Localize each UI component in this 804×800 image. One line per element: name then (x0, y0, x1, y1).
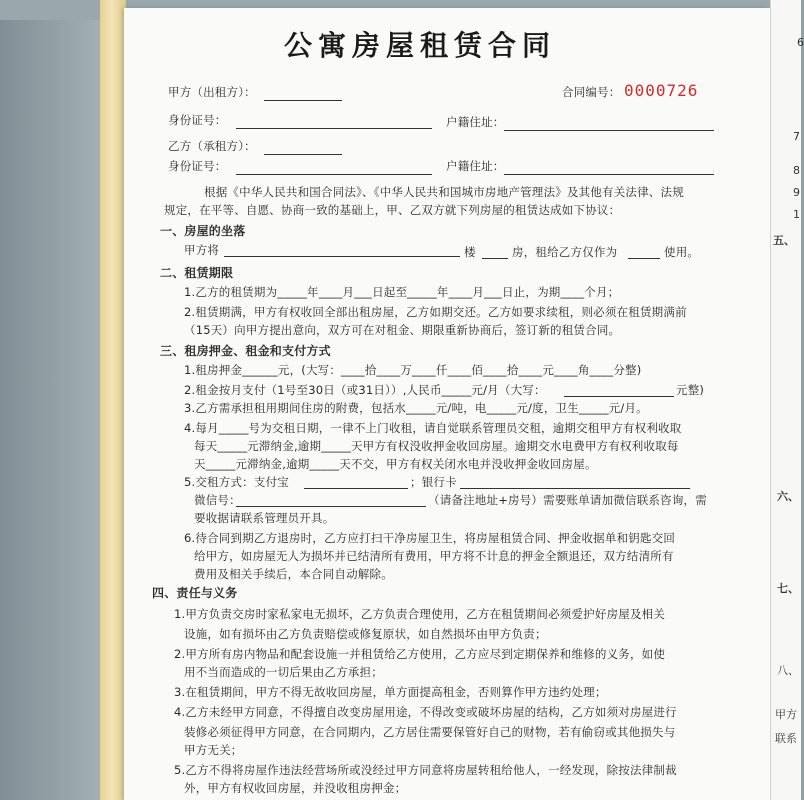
sec1-text: 房，租给乙方仅作为 (512, 245, 618, 259)
sec2-text: （15天）向甲方提出意向，双方可在对租金、期限重新协商后，签订新的租赁合同。 (184, 323, 621, 337)
edge-text: 9 (793, 186, 800, 199)
sec4-text: 2.甲方所有房内物品和配套设施一并租赁给乙方使用，乙方应尽到定期保养和维修的义务，如使 (174, 647, 666, 661)
edge-text: 七、 (777, 582, 799, 595)
sec3-text: 天_____元滞纳金,逾期_____天不交，甲方有权关闭水电并没收押金收回房屋。 (194, 457, 597, 471)
sec4-text: 4.乙方未经甲方同意，不得擅自改变房屋用途，不得改变或破坏房屋的结构，乙方如须对房屋进行 (174, 705, 677, 719)
sec4-text: 用不当而造成的一切后果由乙方承担； (184, 665, 383, 679)
landlord-label: 甲方（出租方）： (168, 85, 256, 99)
sec3-text: 给甲方，如房屋无人为损坏并已结清所有费用，甲方将不计息的押金全额退还，双方结清所有 (194, 549, 674, 563)
edge-text: 八、 (777, 664, 799, 677)
landlord-id-field[interactable] (236, 128, 432, 129)
contract-no-label: 合同编号： (562, 85, 621, 99)
sec4-text: 甲方无关； (184, 743, 243, 757)
tenant-name-field[interactable] (264, 154, 342, 155)
edge-text: 6 (797, 36, 804, 49)
property-location-field[interactable] (224, 256, 460, 257)
edge-text: 1 (793, 208, 800, 221)
sec3-text: 要收据请联系管理员开具。 (194, 511, 335, 525)
intro-line: 规定，在平等、自愿、协商一致的基础上，甲、乙双方就下列房屋的租赁达成如下协议： (164, 203, 621, 217)
edge-text: 六、 (777, 490, 799, 503)
wechat-id-field[interactable] (236, 506, 426, 507)
contract-title: 公寓房屋租赁合同 (284, 29, 557, 62)
sec3-text: 1.租房押金______元，(大写：____拾____万____仟____佰____拾____元____角____分整) (184, 363, 642, 377)
sec3-text: 3.乙方需承担租用期间住房的附费，包括水_____元/吨，电_____元/度，卫生_____元/月。 (184, 401, 648, 415)
landlord-name-field[interactable] (264, 100, 342, 101)
edge-text: 五、 (773, 234, 795, 247)
tenant-id-field[interactable] (236, 174, 432, 175)
edge-text: 甲方 (775, 708, 797, 721)
intro-line: 根据《中华人民共和国合同法》、《中华人民共和国城市房地产管理法》及其他有关法律、法规 (204, 185, 684, 199)
sec4-text: 外，甲方有权收回房屋，并没收租房押金； (184, 781, 407, 795)
domicile-label-landlord: 户籍住址： (446, 115, 505, 129)
sec3-text: 微信号： (194, 493, 241, 507)
id-label-landlord: 身份证号： (168, 113, 227, 127)
contract-page (124, 8, 770, 800)
sec3-text: （请备注地址+房号）需要账单请加微信联系咨询，需 (428, 493, 707, 507)
sec4-text: 5.乙方不得将房屋作违法经营场所或没经过甲方同意将房屋转租给他人，一经发现，除按法律制裁 (174, 763, 677, 777)
usage-field[interactable] (628, 258, 660, 259)
landlord-domicile-field[interactable] (504, 130, 714, 131)
sec3-text: 2.租金按月支付（1号至30日（或31日））,人民币_____元/月（大写： (184, 383, 546, 397)
section-2-title: 二、租赁期限 (160, 266, 234, 280)
sec4-text: 3.在租赁期间，甲方不得无故收回房屋，单方面提高租金，否则算作甲方违约处理； (174, 685, 607, 699)
sec1-text: 楼 (464, 245, 476, 259)
sec3-text: 每天_____元滞纳金,逾期_____天甲方有权没收押金收回房屋。逾期交水电费甲方有权利收取每 (194, 439, 679, 453)
sec3-text: 6.待合同到期乙方退房时，乙方应打扫干净房屋卫生，将房屋租赁合同、押金收据单和钥匙交回 (184, 531, 676, 545)
sec1-text: 使用。 (664, 245, 700, 259)
contract-number: 0000726 (624, 81, 699, 100)
alipay-field[interactable] (304, 488, 408, 489)
sec3-text: 元整) (676, 383, 705, 397)
domicile-label-tenant: 户籍住址： (446, 159, 505, 173)
bank-card-field[interactable] (460, 488, 690, 489)
sec4-text: 1.甲方负责交房时家私家电无损坏，乙方负责合理使用，乙方在租赁期间必须爱护好房屋及相关 (174, 607, 666, 621)
sec3-text: 5.交租方式：支付宝 (184, 475, 289, 489)
sec3-text: 费用及相关手续后，本合同自动解除。 (194, 567, 393, 581)
sec2-text: 2.租赁期满，甲方有权收回全部出租房屋，乙方如期交还。乙方如要求续租，则必须在租赁期满前 (184, 305, 687, 319)
rent-amount-words-field[interactable] (564, 396, 674, 397)
section-1-title: 一、房屋的坐落 (160, 224, 246, 238)
sec2-text: 1.乙方的租赁期为_____年____月___日起至_____年____月___日止，为期____个月； (184, 285, 620, 299)
sec3-text: 4.每月_____号为交租日期，一律不上门收租，请自觉联系管理员交租，逾期交租甲方有权利收取 (184, 421, 682, 435)
edge-text: 7 (793, 130, 800, 143)
building-field[interactable] (482, 258, 508, 259)
edge-text: 联系 (775, 732, 797, 745)
section-4-title: 四、责任与义务 (152, 586, 238, 600)
id-label-tenant: 身份证号： (168, 159, 227, 173)
edge-text: 8 (793, 164, 800, 177)
sec3-text: ；银行卡 (410, 475, 457, 489)
tenant-domicile-field[interactable] (504, 174, 714, 175)
table-surface-left (0, 0, 110, 800)
sec1-text: 甲方将 (184, 243, 220, 257)
section-3-title: 三、租房押金、租金和支付方式 (160, 344, 331, 358)
sec4-text: 设施，如有损坏由乙方负责赔偿或修复原状，如自然损坏由甲方负责； (184, 627, 547, 641)
next-page-edge (770, 0, 804, 800)
sec4-text: 装修必须征得甲方同意，在合同期内，乙方居住需要保管好自己的财物，若有偷窃或其他损失与 (184, 725, 676, 739)
book-binding-spine (100, 0, 126, 800)
tenant-label: 乙方（承租方）： (168, 139, 256, 153)
